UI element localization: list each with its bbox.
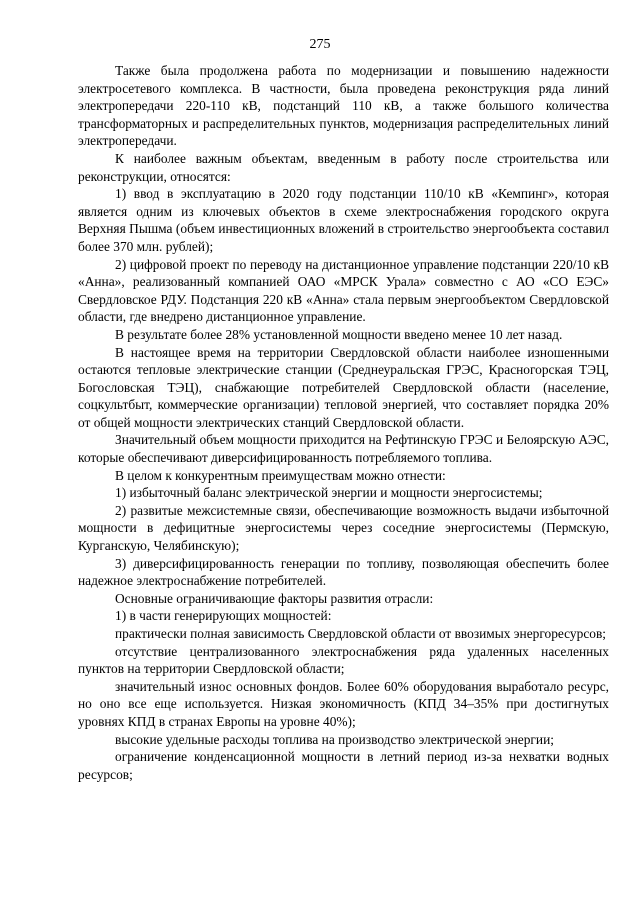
paragraph: В результате более 28% установленной мощности введено менее 10 лет назад. (115, 326, 563, 342)
list-item: 3) диверсифицированность генерации по топливу, позволяющая обеспечить более надежное электроснабжение потребителей. (78, 555, 609, 589)
paragraph: Также была продолжена работа по модернизации и повышению надежности электросетевого комплекса. В частности, была проведена реконструкция ряда линий электропередачи 220-110 кВ, подстанций 110 кВ, а также большого количества трансформаторных и распределительных пунктов, модернизация распределительных линий электропередачи. (78, 63, 609, 149)
list-item: ограничение конденсационной мощности в летний период из-за нехватки водных ресурсов; (78, 749, 609, 782)
paragraph: В настоящее время на территории Свердловской области наиболее изношенными остаются тепловые электрические станции (Среднеуральская ГРЭС, Красногорская ТЭЦ, Богословская ТЭЦ), снабжающие потребителей Свердловской области (население, соцкультбыт, коммерческие организации) тепловой энергией, что составляет порядка 20% от общей мощности электрических станций Свердловской области. (78, 344, 609, 430)
list-item: практически полная зависимость Свердловской области от ввозимых энергоресурсов; (115, 626, 607, 641)
list-item: 2) цифровой проект по переводу на дистанционное управление подстанции 220/10 кВ «Анна», реализованный компанией ОАО «МРСК Урала» совместно с АО «СО ЕЭС» Свердловское РДУ. Подстанция 220 кВ «Анна» стала первым энергообъектом Свердловской области, где внедрено дистанционное управление. (78, 256, 609, 325)
paragraph: В целом к конкурентным преимуществам можно отнести: (115, 467, 446, 483)
paragraph: Основные ограничивающие факторы развития отрасли: (115, 590, 434, 606)
list-item: 1) ввод в эксплуатацию в 2020 году подстанции 110/10 кВ «Кемпинг», которая является одним из ключевых объектов в схеме электроснабжения городского округа Верхняя Пышма (объем инвестиционных вложений в строительство энергообъекта составил более 370 млн. рублей); (78, 186, 609, 254)
page-number: 275 (309, 37, 331, 52)
list-item: значительный износ основных фондов. Более 60% оборудования выработало ресурс, но оно все еще используется. Низкая экономичность (КПД 34–35% при достигнутых уровнях КПД в странах Европы на уровне 40%); (78, 678, 609, 729)
paragraph: Значительный объем мощности приходится на Рефтинскую ГРЭС и Белоярскую АЭС, которые обеспечивают диверсифицированность потребляемого топлива. (78, 432, 609, 466)
list-item: 1) в части генерирующих мощностей: (115, 608, 332, 624)
list-item: 2) развитые межсистемные связи, обеспечивающие возможность выдачи избыточной мощности в дефицитные энергосистемы через соседние энергосистемы (Пермскую, Курганскую, Челябинскую); (78, 502, 609, 554)
list-item: 1) избыточный баланс электрической энергии и мощности энергосистемы; (115, 485, 543, 501)
document-body (78, 62, 609, 783)
paragraph: К наиболее важным объектам, введенным в работу после строительства или реконструкции, относятся: (78, 150, 609, 184)
list-item: отсутствие централизованного электроснабжения ряда удаленных населенных пунктов на территории Свердловской области; (78, 643, 609, 677)
list-item: высокие удельные расходы топлива на производство электрической энергии; (115, 731, 554, 747)
